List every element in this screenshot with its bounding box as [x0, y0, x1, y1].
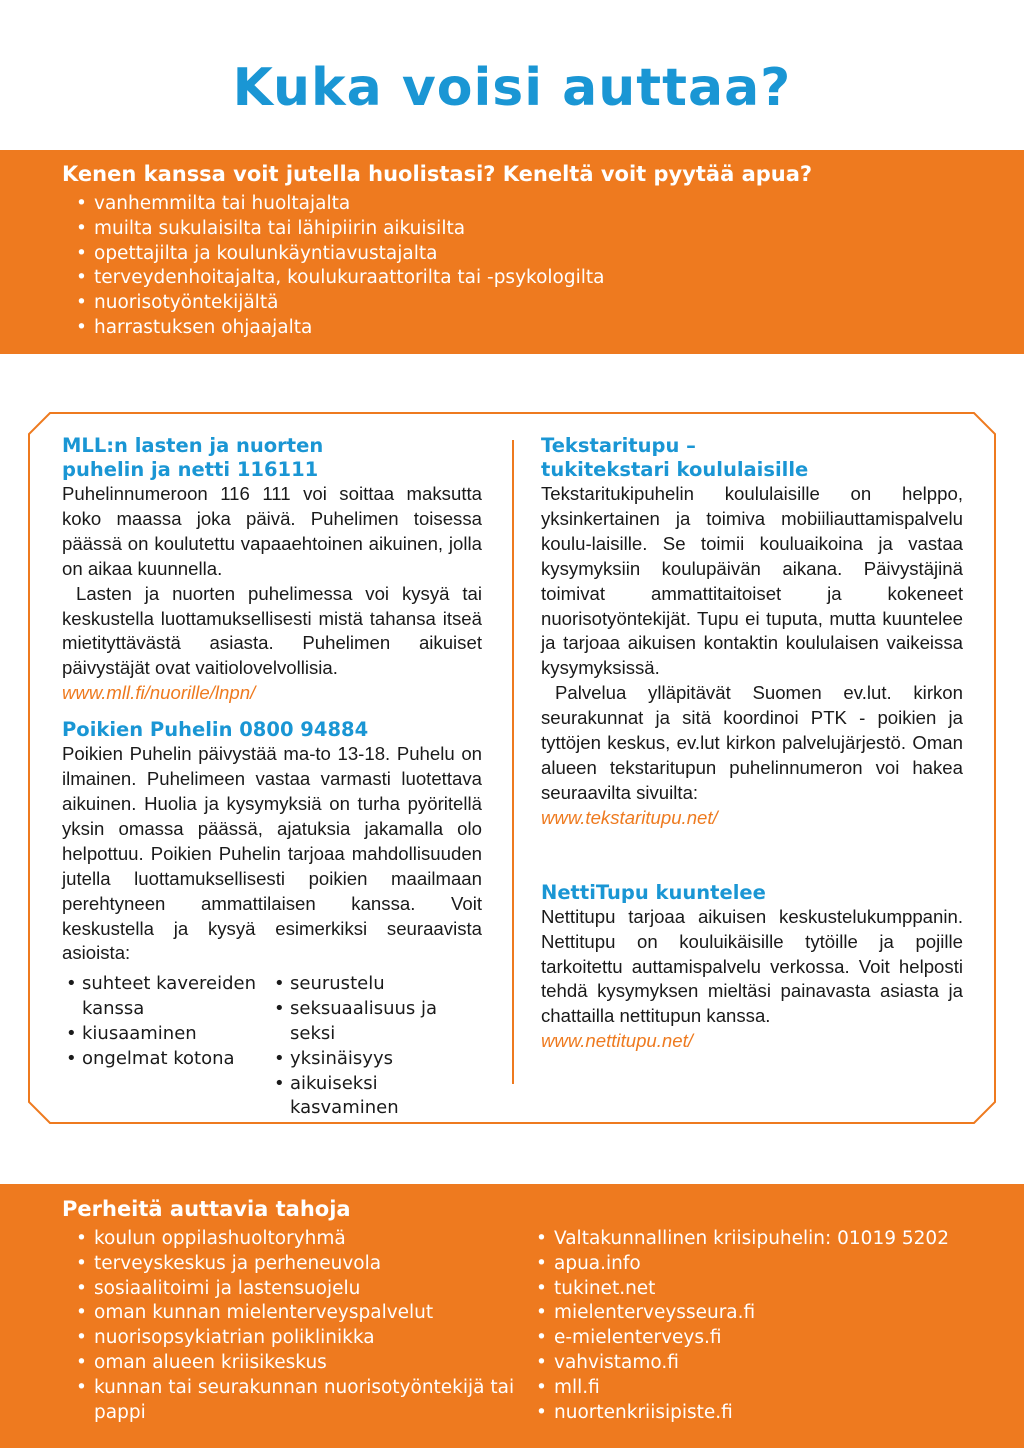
intro-band — [0, 150, 1024, 354]
families-list-left — [76, 1227, 516, 1425]
list-item: • nuorisopsykiatrian poliklinikka — [76, 1326, 516, 1351]
tekstaritupu-paragraph-2: Palvelua ylläpitävät Suomen ev.lut. kirkon seurakunnat ja sitä koordinoi PTK - poikien ja tyttöjen keskus, ev.lut kirkon palvelujärjestö. Oman alueen tekstaritupun puhelinnumeron voi hakea seuraavilta sivuilta: — [541, 682, 963, 803]
list-item[interactable]: • apua.info — [536, 1252, 976, 1277]
left-column — [62, 434, 482, 1121]
list-item: • yksinäisyys — [270, 1047, 482, 1072]
families-band — [0, 1184, 1024, 1448]
list-item: • seurustelu — [270, 972, 482, 997]
list-item: • oman kunnan mielenterveyspalvelut — [76, 1301, 516, 1326]
mll-heading-line1: MLL:n lasten ja nuorten — [62, 434, 324, 457]
mll-paragraph-1: Puhelinnumeroon 116 111 voi soittaa maksutta koko maassa joka päivä. Puhelimen toisessa päässä on koulutettu vapaaehtoinen aikuinen, jolla on aikaa kuunnella. — [62, 483, 482, 579]
list-item: • ongelmat kotona — [62, 1047, 270, 1072]
list-item: • aikuiseksi kasvaminen — [270, 1072, 482, 1122]
list-item[interactable]: • e-mielenterveys.fi — [536, 1326, 976, 1351]
mll-link[interactable]: www.mll.fi/nuorille/lnpn/ — [62, 682, 256, 704]
poikien-heading: Poikien Puhelin 0800 94884 — [62, 718, 369, 742]
list-item: • terveydenhoitajalta, koulukuraattorilta tai -psykologilta — [76, 266, 604, 291]
families-list-right — [536, 1227, 976, 1425]
list-item: • kunnan tai seurakunnan nuorisotyöntekijä tai pappi — [76, 1376, 516, 1426]
intro-heading: Kenen kanssa voit jutella huolistasi? Keneltä voit pyytää apua? — [62, 162, 813, 186]
tekstaritupu-heading-line1: Tekstaritupu – — [541, 434, 696, 457]
column-divider — [512, 440, 514, 1084]
list-item: • nuorisotyöntekijältä — [76, 291, 604, 316]
list-item: • opettajilta ja koulunkäyntiavustajalta — [76, 242, 604, 267]
topics-column-1 — [62, 972, 270, 1121]
poikien-paragraph: Poikien Puhelin päivystää ma-to 13-18. Puhelu on ilmainen. Puhelimeen vastaa varmasti luotettava aikuinen. Huolia ja kysymyksiä on turha pyöritellä yksin omassa päässä, ajatuksia jakamalla olo helpottuu. Poikien Puhelin tarjoaa mahdollisuuden jutella luottamuksellisesti poikien maailmaan perehtyneen ammattilaisen kanssa. Voit keskustella ja kysyä esimerkiksi seuraavista asioista: — [62, 743, 482, 964]
list-item[interactable]: • mielenterveysseura.fi — [536, 1301, 976, 1326]
tekstaritupu-link[interactable]: www.tekstaritupu.net/ — [541, 806, 718, 828]
families-heading: Perheitä auttavia tahoja — [62, 1197, 351, 1221]
nettitupu-link[interactable]: www.nettitupu.net/ — [541, 1030, 693, 1052]
mll-heading-line2: puhelin ja netti 116111 — [62, 458, 319, 481]
list-item: • kiusaaminen — [62, 1022, 270, 1047]
list-item: • sosiaalitoimi ja lastensuojelu — [76, 1277, 516, 1302]
topics-column-2 — [270, 972, 482, 1121]
mll-paragraph-2: Lasten ja nuorten puhelimessa voi kysyä tai keskustella luottamuksellisesti mistä tahansa itseä mietityttävästä asiasta. Puhelimen aikuiset päivystäjät ovat vaitiolovelvollisia. — [62, 582, 482, 679]
list-item: • koulun oppilashuoltoryhmä — [76, 1227, 516, 1252]
tekstaritupu-heading-line2: tukitekstari koululaisille — [541, 458, 809, 481]
nettitupu-heading: NettiTupu kuuntelee — [541, 880, 766, 904]
list-item[interactable]: • tukinet.net — [536, 1277, 976, 1302]
list-item[interactable]: • mll.fi — [536, 1376, 976, 1401]
tekstaritupu-heading — [541, 434, 963, 482]
nettitupu-paragraph: Nettitupu tarjoaa aikuisen keskustelukumppanin. Nettitupu on kouluikäisille tytöille ja pojille tarkoitettu auttamispalvelu verkossa. Voit helposti tehdä kysymyksen mieltäsi painavasta asiasta ja chattailla nettitupun kanssa. — [541, 905, 963, 1027]
tekstaritupu-paragraph-1: Tekstaritukipuhelin koululaisille on helppo, yksinkertainen ja toimiva mobiiliauttamispalvelu koulu-laisille. Se toimii kouluaikoina ja vastaa kysymyksiin koulupäivän aikana. Päivystäjinä toimivat ammattitaitoiset ja kokeneet nuorisotyöntekijät. Tupu ei tuputa, mutta kuuntelee ja tarjoaa aikuisen kontaktin koululaisen vaikeissa kysymyksissä. — [541, 483, 963, 679]
list-item[interactable]: • vahvistamo.fi — [536, 1351, 976, 1376]
list-item: • harrastuksen ohjaajalta — [76, 316, 604, 341]
list-item: • seksuaalisuus ja seksi — [270, 997, 482, 1047]
mll-heading — [62, 434, 482, 482]
list-item: • muilta sukulaisilta tai lähipiirin aikuisilta — [76, 217, 604, 242]
list-item: • Valtakunnallinen kriisipuhelin: 01019 5202 — [536, 1227, 976, 1252]
list-item: • suhteet kavereiden kanssa — [62, 972, 270, 1022]
right-column — [541, 434, 963, 1054]
intro-list — [76, 192, 604, 341]
list-item: • vanhemmilta tai huoltajalta — [76, 192, 604, 217]
list-item: • terveyskeskus ja perheneuvola — [76, 1252, 516, 1277]
page-title: Kuka voisi auttaa? — [232, 58, 792, 118]
list-item: • oman alueen kriisikeskus — [76, 1351, 516, 1376]
list-item[interactable]: • nuortenkriisipiste.fi — [536, 1401, 976, 1426]
poikien-topics — [62, 972, 482, 1121]
